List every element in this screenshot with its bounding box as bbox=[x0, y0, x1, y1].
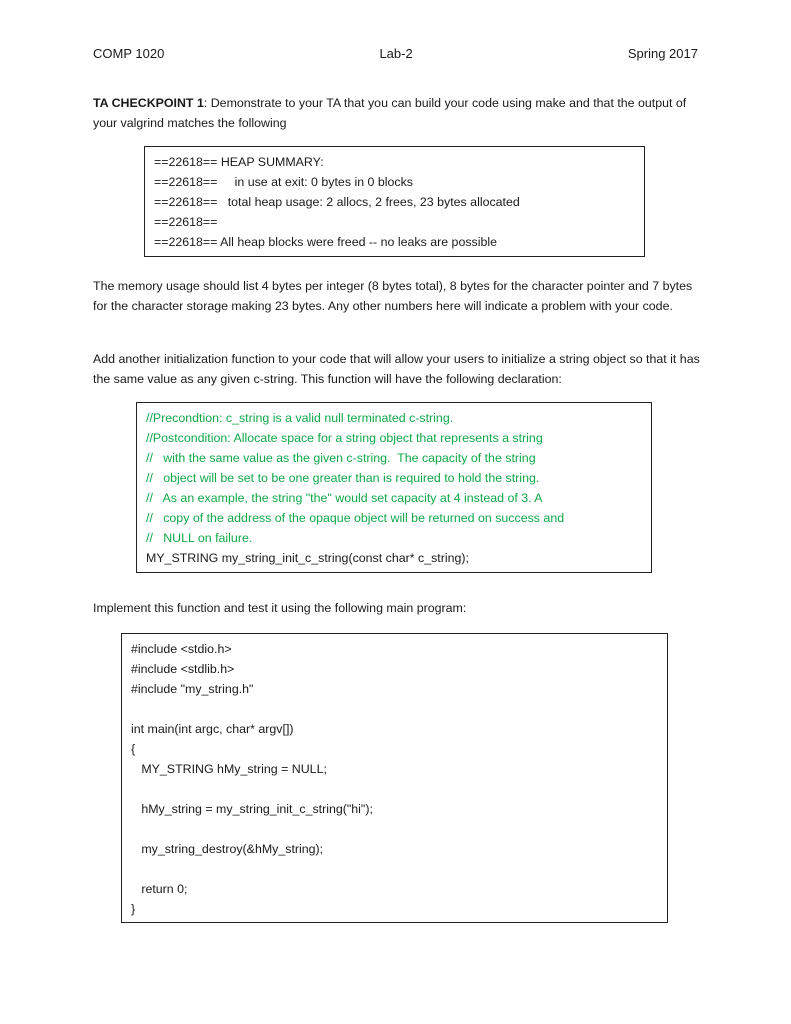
lab-title: Lab-2 bbox=[379, 46, 413, 61]
code-line bbox=[131, 859, 658, 879]
course-code: COMP 1020 bbox=[93, 46, 165, 61]
valgrind-output-box bbox=[144, 146, 645, 257]
comment-line: // As an example, the string "the" would set capacity at 4 instead of 3. A bbox=[146, 491, 543, 505]
code-line: my_string_destroy(&hMy_string); bbox=[131, 842, 324, 856]
declaration-box bbox=[136, 402, 652, 573]
main-program-box bbox=[121, 633, 668, 923]
code-line: int main(int argc, char* argv[]) bbox=[131, 722, 294, 736]
comment-line: //Postcondition: Allocate space for a string object that represents a string bbox=[146, 431, 543, 445]
comment-line: //Precondtion: c_string is a valid null terminated c-string. bbox=[146, 411, 454, 425]
function-signature: MY_STRING my_string_init_c_string(const char* c_string); bbox=[146, 551, 469, 565]
code-line: #include <stdio.h> bbox=[131, 642, 232, 656]
memory-paragraph: The memory usage should list 4 bytes per integer (8 bytes total), 8 bytes for the character pointer and 7 bytes for the character storage making 23 bytes. Any other numbers here will indicate a problem with your code. bbox=[93, 279, 693, 313]
implement-paragraph: Implement this function and test it using the following main program: bbox=[93, 601, 467, 615]
code-line: } bbox=[131, 902, 136, 916]
valgrind-line: ==22618== total heap usage: 2 allocs, 2 frees, 23 bytes allocated bbox=[154, 195, 520, 209]
code-line bbox=[131, 779, 658, 799]
comment-line: // with the same value as the given c-string. The capacity of the string bbox=[146, 451, 536, 465]
checkpoint-paragraph bbox=[93, 93, 703, 133]
valgrind-line: ==22618== bbox=[154, 215, 218, 229]
comment-line: // copy of the address of the opaque object will be returned on success and bbox=[146, 511, 565, 525]
comment-line: // NULL on failure. bbox=[146, 531, 253, 545]
valgrind-line: ==22618== in use at exit: 0 bytes in 0 blocks bbox=[154, 175, 413, 189]
checkpoint-text: : Demonstrate to your TA that you can build your code using make and that the output of your valgrind matches the following bbox=[93, 96, 687, 130]
code-line: MY_STRING hMy_string = NULL; bbox=[131, 762, 327, 776]
term: Spring 2017 bbox=[627, 46, 698, 61]
code-line bbox=[131, 819, 658, 839]
code-line: hMy_string = my_string_init_c_string("hi"); bbox=[131, 802, 373, 816]
page-header bbox=[93, 46, 698, 64]
checkpoint-label: TA CHECKPOINT 1 bbox=[93, 96, 204, 110]
valgrind-line: ==22618== All heap blocks were freed -- no leaks are possible bbox=[154, 235, 498, 249]
add-function-paragraph: Add another initialization function to your code that will allow your users to initialize a string object so that it has the same value as any given c-string. This function will have the following declaration: bbox=[93, 352, 700, 386]
code-line: #include "my_string.h" bbox=[131, 682, 254, 696]
valgrind-line: ==22618== HEAP SUMMARY: bbox=[154, 155, 324, 169]
comment-line: // object will be set to be one greater than is required to hold the string. bbox=[146, 471, 540, 485]
code-line: { bbox=[131, 742, 136, 756]
code-line bbox=[131, 699, 658, 719]
code-line: #include <stdlib.h> bbox=[131, 662, 235, 676]
code-line: return 0; bbox=[131, 882, 188, 896]
